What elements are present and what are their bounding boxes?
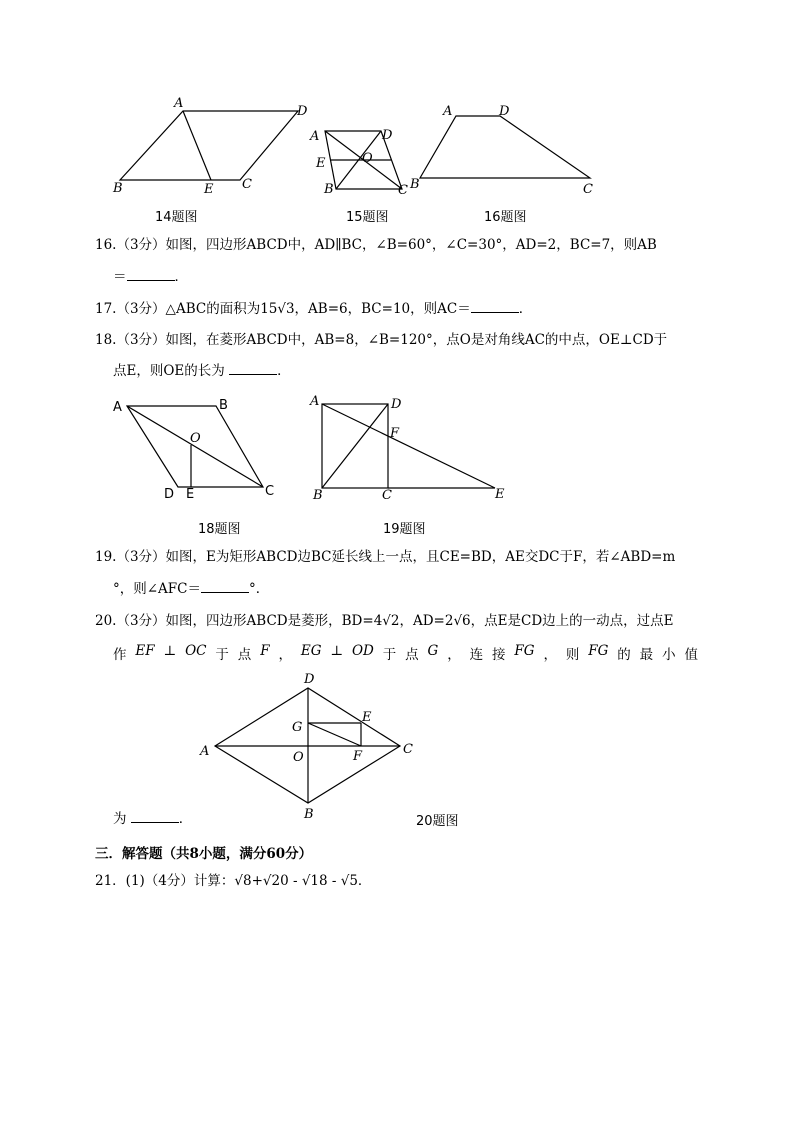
q20-w: 于 xyxy=(215,647,229,663)
caption-fig20: 20题图 xyxy=(416,814,459,829)
q18-end: ． xyxy=(277,363,291,379)
q18-line1: 18.（3分）如图，在菱形ABCD中，AB=8，∠B=120°，点O是对角线AC的中点，OE⊥CD于 xyxy=(95,332,668,348)
q20-w: 于 xyxy=(382,647,397,663)
fig15-label-D: D xyxy=(382,128,393,143)
fig16-label-D: D xyxy=(499,104,510,119)
q20-end: ． xyxy=(178,811,193,827)
q18-text: 点E，则OE的长为 xyxy=(113,363,225,379)
q20-w: EF xyxy=(135,643,155,659)
q17-answer-blank[interactable] xyxy=(471,300,519,313)
q16-line1: 16.（3分）如图，四边形ABCD中，AD∥BC，∠B=60°，∠C=30°，AD=2，BC=7，则AB xyxy=(95,237,657,253)
figure-16 xyxy=(420,116,590,178)
fig20-label-G: G xyxy=(292,720,303,735)
caption-fig19: 19题图 xyxy=(383,522,426,537)
q20-answer-blank[interactable] xyxy=(131,810,179,823)
q20-w: 作 xyxy=(113,647,127,663)
q20-w: FG xyxy=(588,643,609,659)
fig16-label-B: B xyxy=(410,177,420,192)
q20-w: 的 xyxy=(617,647,631,663)
q19-line1: 19.（3分）如图，E为矩形ABCD边BC延长线上一点，且CE=BD，AE交DC于F，若∠ABD=m xyxy=(95,549,676,565)
fig14-label-D: D xyxy=(297,104,308,119)
fig19-label-B: B xyxy=(313,488,323,503)
q20-w: FG xyxy=(514,643,535,659)
fig20-label-F: F xyxy=(353,749,363,764)
q19-text: °，则∠AFC＝ xyxy=(113,581,202,597)
q20-w: EG xyxy=(300,643,322,659)
q20-wei: 为 xyxy=(113,811,127,827)
q16-answer-blank[interactable] xyxy=(127,268,175,281)
q20-line1: 20.（3分）如图，四边形ABCD是菱形，BD=4√2，AD=2√6，点E是CD边上的一动点，过点E xyxy=(95,613,674,629)
fig18-label-D: D xyxy=(164,487,175,502)
fig19-label-A: A xyxy=(310,394,320,409)
fig20-label-D: D xyxy=(304,672,315,687)
q20-w: ， xyxy=(278,647,292,663)
fig20-label-E: E xyxy=(362,710,372,725)
q20-w: 则 xyxy=(565,647,580,663)
fig14-label-E: E xyxy=(204,182,214,197)
q20-w: 小 xyxy=(662,647,676,663)
fig15-label-B: B xyxy=(324,182,334,197)
q20-w: ， xyxy=(447,647,461,663)
q20-w: OC xyxy=(185,643,207,659)
fig15-label-C: C xyxy=(398,183,408,198)
fig18-label-O: O xyxy=(190,431,201,446)
figure-20 xyxy=(0,665,794,830)
q20-w: 接 xyxy=(492,647,506,663)
q21-line: 21．(1)（4分）计算：√8+√20 - √18 - √5． xyxy=(95,873,372,889)
figure-14 xyxy=(120,111,298,180)
fig19-label-D: D xyxy=(391,397,402,412)
q16-end: ． xyxy=(174,269,188,285)
fig20-label-C: C xyxy=(403,742,413,757)
q20-w: G xyxy=(427,643,439,659)
fig15-label-A: A xyxy=(310,129,320,144)
caption-fig14: 14题图 xyxy=(155,210,198,225)
fig18-label-B: B xyxy=(219,398,228,413)
q20-line2 xyxy=(113,643,698,663)
q17-text: 17.（3分）△ABC的面积为15√3，AB=6，BC=10，则AC＝ xyxy=(95,301,471,317)
fig18-label-C: C xyxy=(265,484,275,499)
fig18-label-E: E xyxy=(186,487,195,502)
q19-line2 xyxy=(113,580,269,598)
figure-19 xyxy=(322,404,495,488)
fig19-label-F: F xyxy=(390,426,400,441)
fig16-label-A: A xyxy=(443,104,453,119)
fig20-label-O: O xyxy=(293,750,304,765)
figure-18 xyxy=(127,406,263,487)
q20-w: OD xyxy=(351,643,374,659)
fig18-label-A: A xyxy=(113,400,122,415)
q16-line2 xyxy=(113,268,188,286)
q16-eq: ＝ xyxy=(113,269,127,285)
q20-w: ⊥ xyxy=(330,643,344,659)
q18-line2 xyxy=(113,362,291,380)
fig14-label-C: C xyxy=(242,177,252,192)
fig15-label-O: O xyxy=(362,151,373,166)
q18-answer-blank[interactable] xyxy=(229,362,277,375)
q20-w: 点 xyxy=(237,647,252,663)
q17-line xyxy=(95,300,532,318)
q20-w: ， xyxy=(543,647,557,663)
fig14-label-B: B xyxy=(113,181,123,196)
q20-w: 连 xyxy=(469,647,484,663)
fig15-label-E: E xyxy=(316,156,326,171)
caption-fig18: 18题图 xyxy=(198,522,241,537)
q20-w: 值 xyxy=(684,647,698,663)
q17-end: ． xyxy=(518,301,533,317)
fig20-label-A: A xyxy=(200,744,210,759)
fig14-label-A: A xyxy=(174,96,184,111)
fig16-label-C: C xyxy=(583,182,593,197)
fig19-label-C: C xyxy=(382,488,392,503)
caption-fig16: 16题图 xyxy=(484,210,527,225)
q20-w: F xyxy=(260,643,270,659)
q20-w: 点 xyxy=(405,647,419,663)
q20-line3 xyxy=(113,810,192,828)
figures-14-15-16 xyxy=(0,0,794,230)
fig19-label-E: E xyxy=(495,487,505,502)
q20-w: ⊥ xyxy=(163,643,177,659)
q19-answer-blank[interactable] xyxy=(201,580,249,593)
caption-fig15: 15题图 xyxy=(346,210,389,225)
q20-w: 最 xyxy=(639,647,654,663)
fig20-label-B: B xyxy=(304,807,314,822)
section-title: 三．解答题（共8小题，满分60分） xyxy=(95,846,313,862)
q19-end: °． xyxy=(249,581,270,597)
